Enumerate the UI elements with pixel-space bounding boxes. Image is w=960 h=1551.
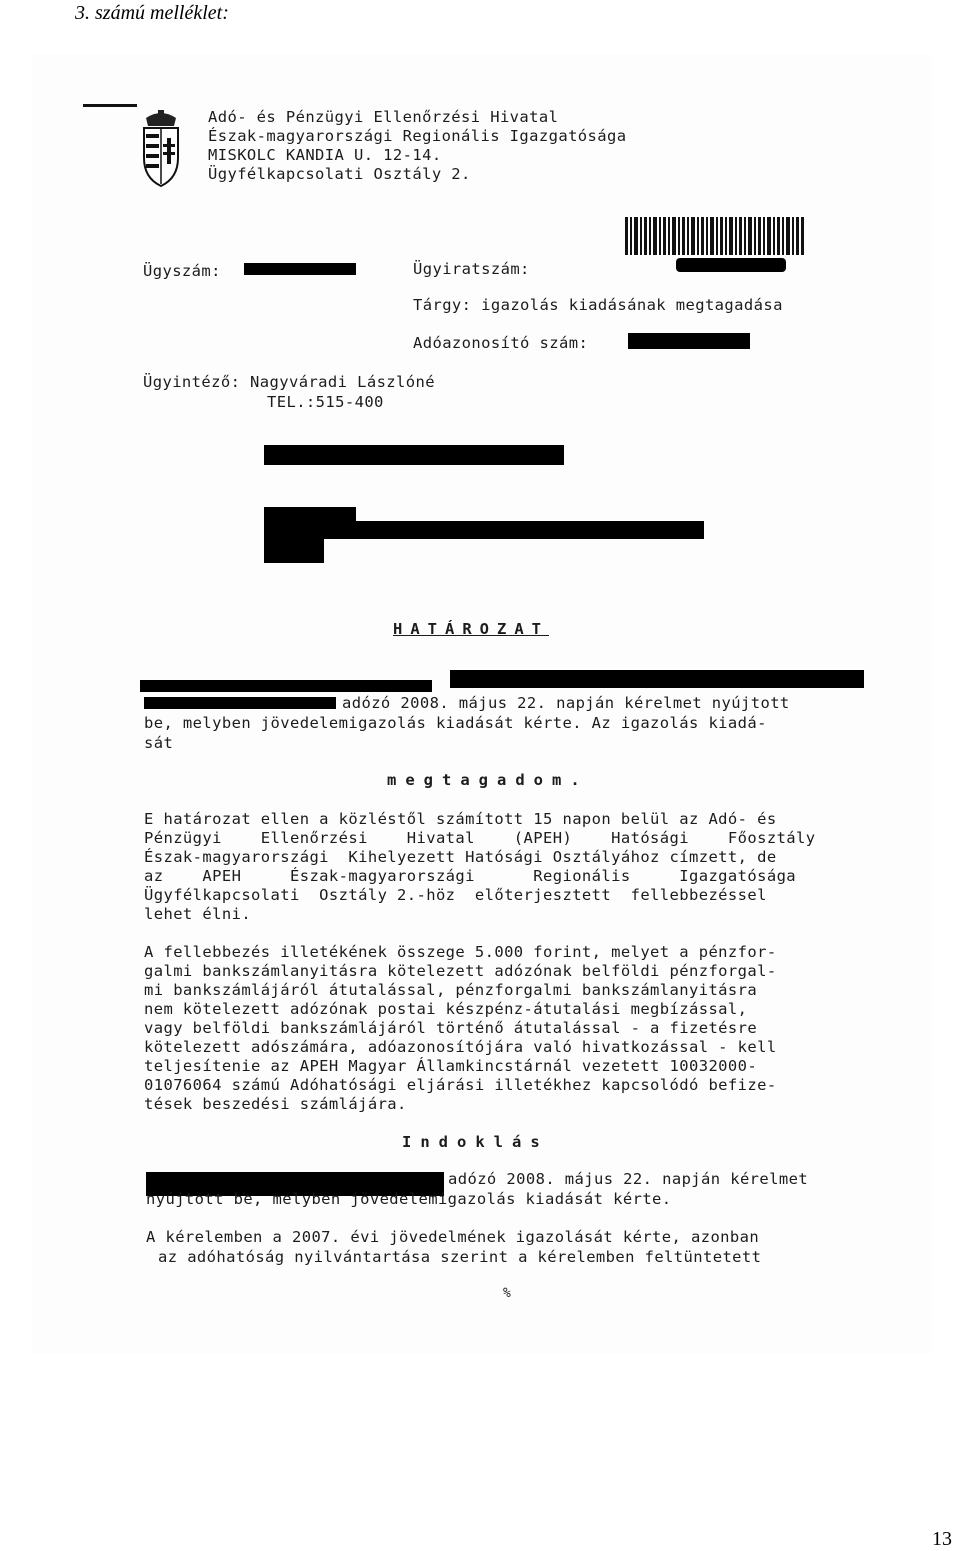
- recipient-redaction-1: [264, 445, 564, 465]
- letterhead-line-4: Ügyfélkapcsolati Osztály 2.: [208, 165, 471, 183]
- fee-line-5: vagy belföldi bankszámlájáról történő átutalással - a fizetésre: [144, 1019, 758, 1037]
- fee-line-1: A fellebbezés illetékének összege 5.000 forint, melyet a pénzfor-: [144, 943, 777, 961]
- recipient-redaction-3: [264, 521, 704, 539]
- appeal-line-2: Pénzügyi Ellenőrzési Hivatal (APEH) Hatósági Főosztály: [144, 829, 816, 847]
- appeal-line-1: E határozat ellen a közléstől számított 15 napon belül az Adó- és: [144, 810, 777, 828]
- telephone: TEL.:515-400: [267, 393, 384, 411]
- tax-id-redaction: [628, 333, 750, 349]
- fee-line-7: teljesítenie az APEH Magyar Államkincstárnál vezetett 10032000-: [144, 1057, 758, 1075]
- case-number-label: Ügyszám:: [143, 262, 221, 280]
- case-number-redaction: [244, 263, 356, 275]
- recipient-redaction-2: [264, 507, 356, 521]
- file-number-label: Ügyiratszám:: [413, 260, 530, 278]
- fee-line-8: 01076064 számú Adóhatósági eljárási illetékhez kapcsolódó befize-: [144, 1076, 777, 1094]
- fee-line-4: nem kötelezett adózónak postai készpénz-átutalási megbízással,: [144, 1000, 748, 1018]
- subject-line: Tárgy: igazolás kiadásának megtagadása: [413, 296, 783, 314]
- intro-line-3: sát: [144, 734, 174, 752]
- letterhead-line-1: Adó- és Pénzügyi Ellenőrzési Hivatal: [208, 108, 559, 126]
- case-officer: Ügyintéző: Nagyváradi Lászlóné: [143, 373, 435, 391]
- fee-line-2: galmi bankszámlanyitásra kötelezett adózónak belföldi pénzforgal-: [144, 962, 777, 980]
- fee-line-9: tések beszedési számlájára.: [144, 1095, 407, 1113]
- page-number: 13: [932, 1528, 952, 1550]
- justification-line-4: az adóhatóság nyilvántartása szerint a kérelemben feltüntetett: [158, 1248, 762, 1266]
- justification-line-3: A kérelemben a 2007. évi jövedelmének igazolását kérte, azonban: [146, 1228, 760, 1246]
- letterhead-line-2: Észak-magyarországi Regionális Igazgatósága: [208, 127, 627, 145]
- caption: 3. számú melléklet:: [75, 2, 229, 24]
- appeal-line-5: Ügyfélkapcsolati Osztály 2.-höz előterjesztett fellebbezéssel: [144, 886, 767, 904]
- fee-line-6: kötelezett adószámára, adóazonosítójára való hivatkozással - kell: [144, 1038, 777, 1056]
- barcode: [625, 217, 805, 255]
- coat-of-arms-icon: [138, 108, 184, 188]
- appeal-line-4: az APEH Észak-magyarországi Regionális Igazgatósága: [144, 867, 797, 885]
- decision-verb: megtagadom.: [387, 771, 589, 789]
- footer-mark: %: [503, 1286, 512, 1301]
- justification-line-1: adózó 2008. május 22. napján kérelmet: [448, 1170, 809, 1188]
- taxpayer-redaction-1: [140, 680, 432, 692]
- appeal-line-3: Észak-magyarországi Kihelyezett Hatósági Osztályához címzett, de: [144, 848, 777, 866]
- intro-line-2: be, melyben jövedelemigazolás kiadását kérte. Az igazolás kiadá-: [144, 714, 767, 732]
- tax-id-label: Adóazonosító szám:: [413, 334, 589, 352]
- file-number-redaction: [676, 258, 786, 272]
- justification-line-2: nyújtott be, melyben jövedelemigazolás kiadását kérte.: [146, 1190, 672, 1208]
- justification-title: Indoklás: [402, 1133, 549, 1151]
- taxpayer-redaction-2: [450, 670, 864, 688]
- taxpayer-redaction-3: [144, 697, 336, 709]
- letterhead-line-3: MISKOLC KANDIA U. 12-14.: [208, 146, 442, 164]
- decision-title: HATÁROZAT: [393, 620, 549, 638]
- fee-line-3: mi bankszámlájáról átutalással, pénzforgalmi bankszámlanyitásra: [144, 981, 758, 999]
- recipient-redaction-4: [264, 539, 324, 563]
- appeal-line-6: lehet élni.: [144, 905, 252, 923]
- scan-mark-dash: [83, 104, 137, 107]
- intro-line-1: adózó 2008. május 22. napján kérelmet nyújtott: [342, 694, 790, 712]
